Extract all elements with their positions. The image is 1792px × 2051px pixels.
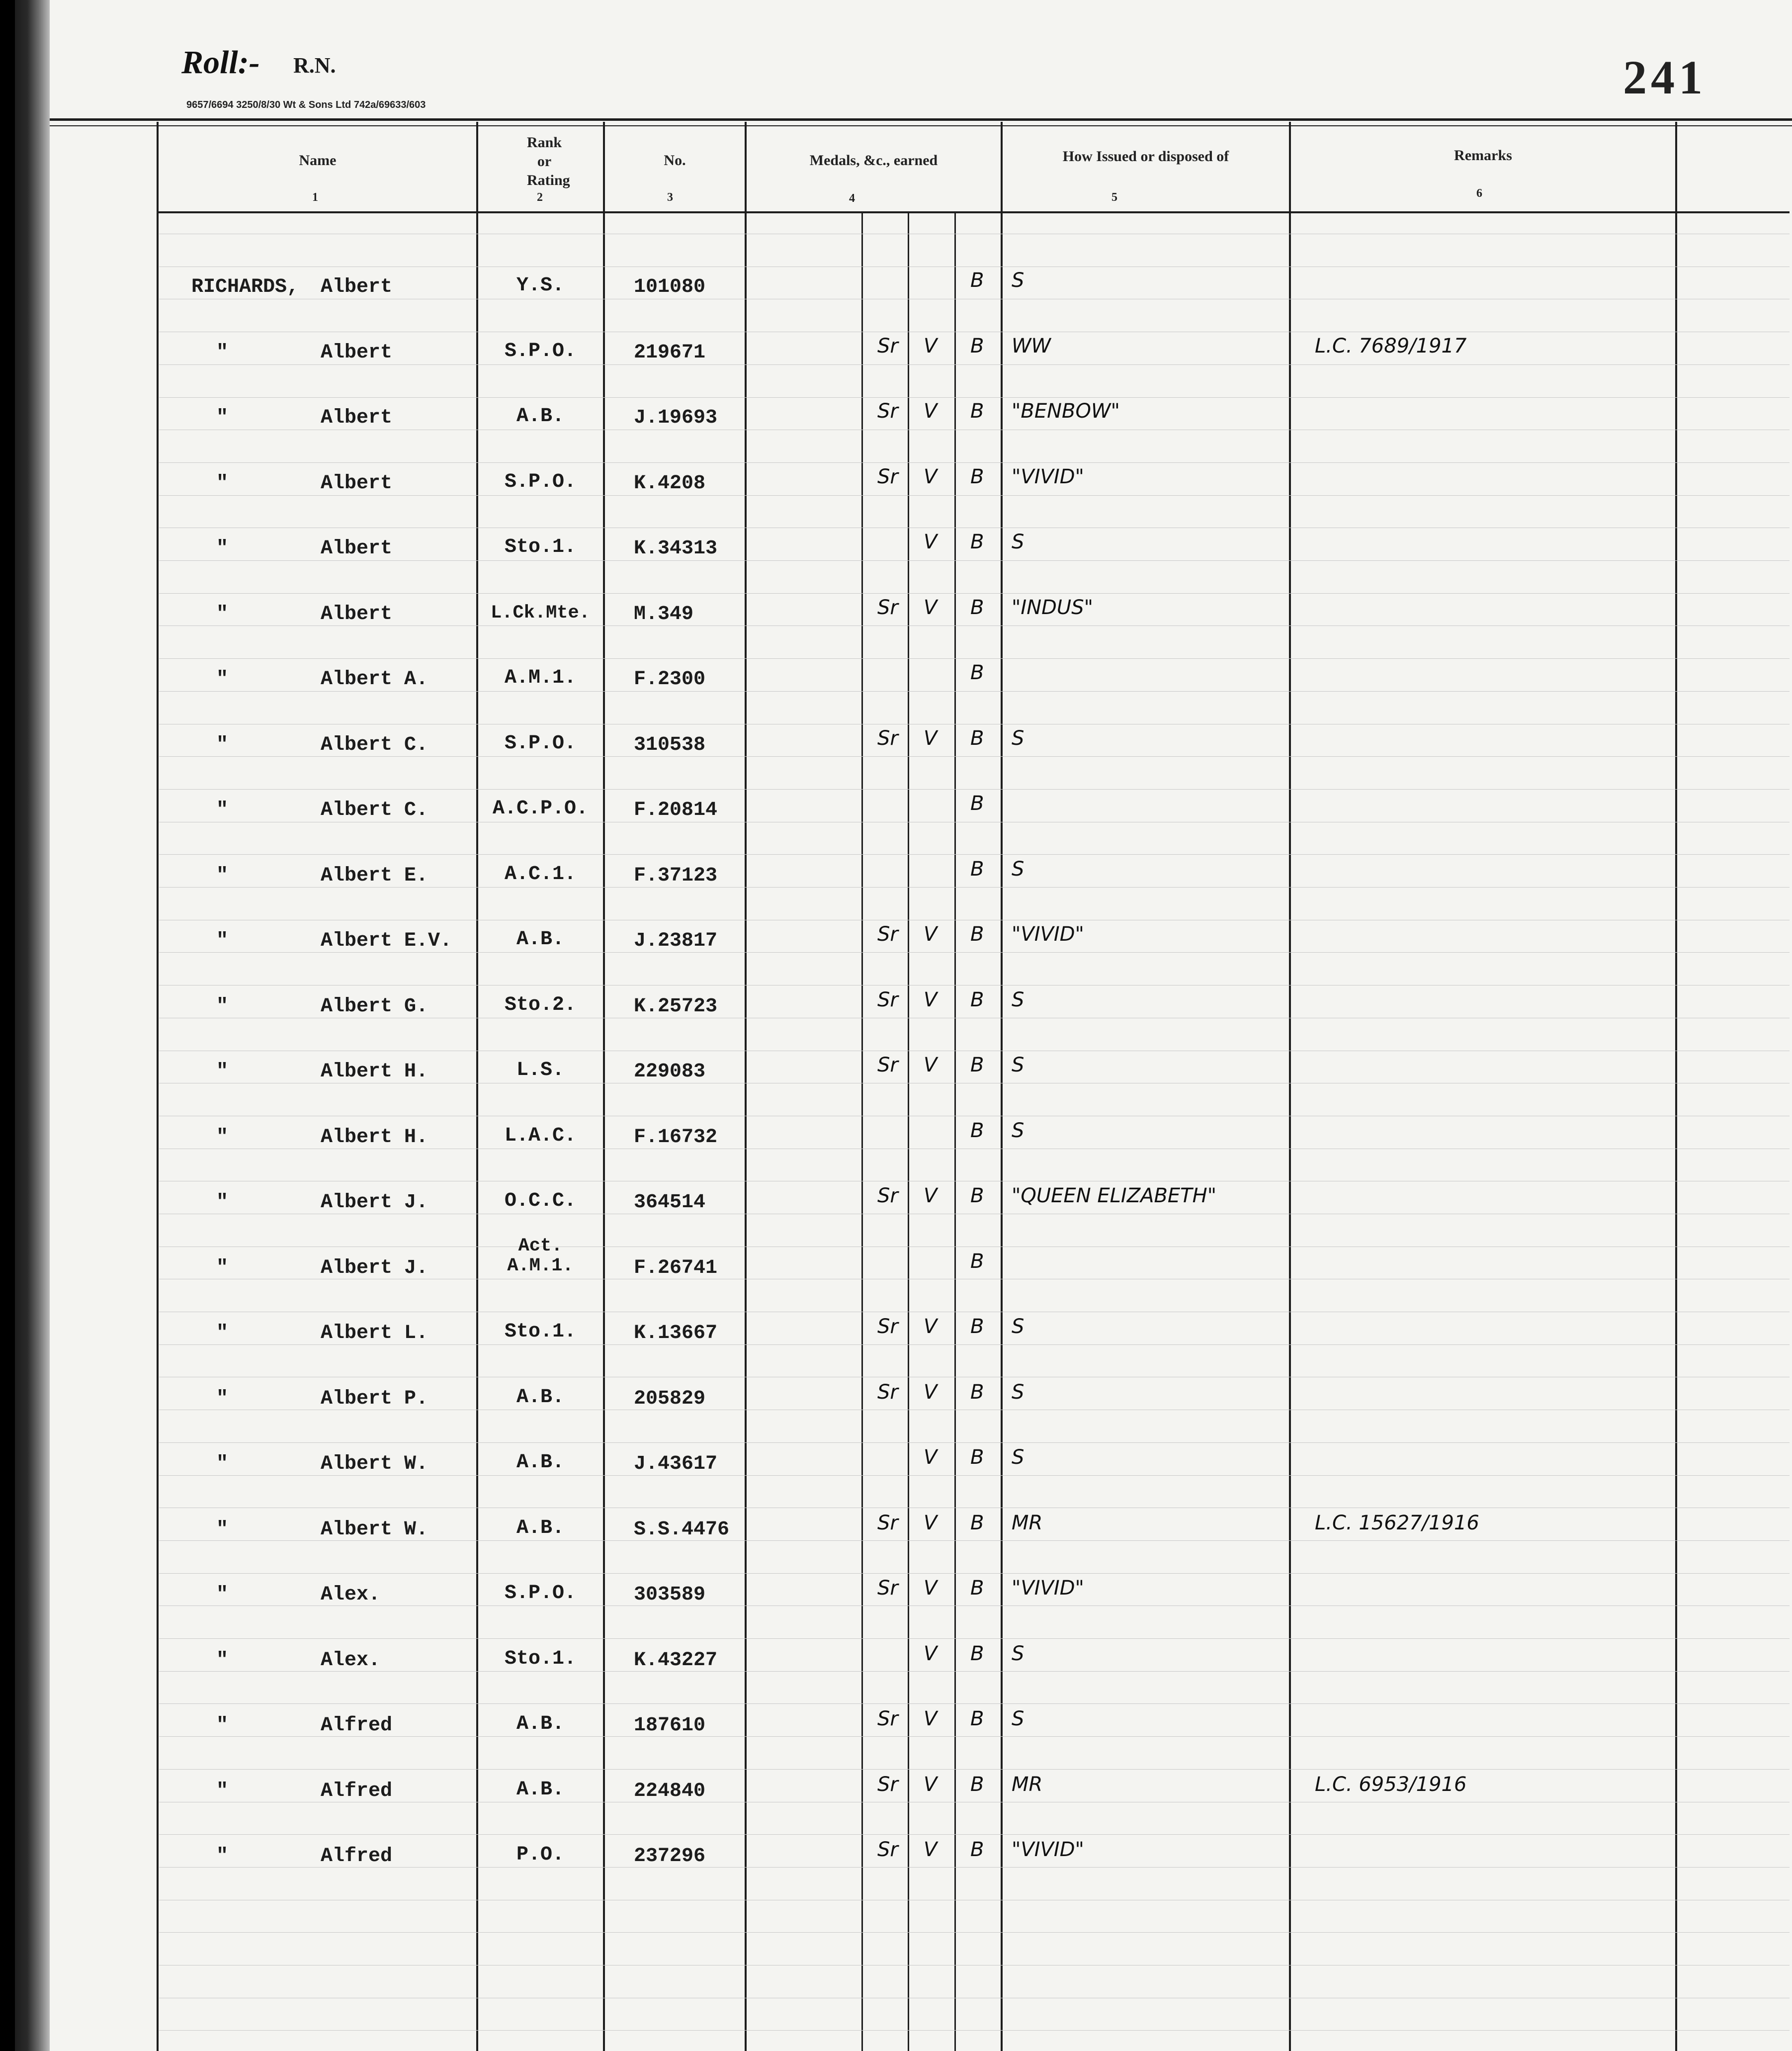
row-name: Alex. [321,1584,381,1606]
row-m3: B [970,1511,984,1534]
row-rank: L.Ck.Mte. [491,602,590,624]
row-surname: " [216,1584,229,1606]
header-name: Name [299,152,337,169]
row-m3: B [970,1838,984,1861]
row-how: S [1012,269,1024,292]
row-name: Albert E.V. [321,930,452,952]
ruled-line [159,593,1790,594]
row-no: F.37123 [634,864,718,887]
row-how: S [1012,531,1024,553]
ruled-line [159,1442,1790,1443]
column-divider [745,122,747,2051]
row-m3: B [970,857,984,881]
row-m2: V [924,531,938,553]
row-m1: Sr [877,1184,898,1207]
ruled-line [159,2030,1790,2031]
column-divider [1675,122,1677,2051]
ruled-line [159,364,1790,365]
row-m1: Sr [877,1577,898,1600]
row-rank: A.B. [516,1451,564,1474]
row-surname: " [216,1061,229,1083]
row-rank: A.B. [516,1516,564,1539]
row-m3: B [970,661,984,684]
row-how: S [1012,988,1024,1011]
header-issued-num: 5 [1111,191,1117,204]
row-no: 224840 [634,1780,706,1802]
ruled-line [159,1475,1790,1476]
row-how: S [1012,1119,1024,1142]
row-rank: S.P.O. [504,470,577,493]
row-no: F.20814 [634,799,718,821]
row-no: K.13667 [634,1322,718,1344]
row-m3: B [970,1184,984,1207]
row-rank: A.M.1. [504,667,577,689]
medal-sub-divider [954,213,956,2051]
row-m1: Sr [877,596,898,619]
row-rank: A.B. [516,1386,564,1409]
row-surname: " [216,799,229,821]
row-m3: B [970,1380,984,1404]
row-surname: " [216,1714,229,1737]
row-m2: V [924,1642,938,1665]
row-no: 237296 [634,1845,706,1868]
row-how: "VIVID" [1012,465,1084,488]
ruled-line [159,1573,1790,1574]
row-name: Albert J. [321,1256,428,1279]
row-m2: V [924,1577,938,1600]
row-m2: V [924,1773,938,1796]
row-m2: V [924,334,938,357]
row-no: M.349 [634,603,694,625]
row-surname: " [216,407,229,429]
row-rank: A.C.P.O. [492,798,589,820]
roll-page [50,0,1792,2051]
row-rank: A.B. [516,1778,564,1801]
row-m1: Sr [877,988,898,1011]
row-m2: V [924,1446,938,1469]
top-rule-thin [50,125,1792,126]
row-surname: " [216,1322,229,1344]
row-rank: A.B. [516,928,564,951]
row-remarks: L.C. 7689/1917 [1315,334,1467,357]
row-name: Albert G. [321,995,428,1018]
print-code: 9657/6694 3250/8/30 Wt & Sons Ltd 742a/69633/603 [186,99,426,110]
header-rank-num: 2 [537,191,543,204]
row-no: 101080 [634,276,706,298]
roll-value: R.N. [293,53,336,78]
row-surname: " [216,537,229,560]
header-rank: Rank or Rating [527,134,570,188]
row-m1: Sr [877,1838,898,1861]
row-m2: V [924,923,938,946]
row-remarks: L.C. 15627/1916 [1315,1511,1479,1534]
row-no: F.26741 [634,1256,718,1279]
row-m2: V [924,465,938,488]
row-name: Alfred [321,1845,393,1868]
row-no: K.43227 [634,1649,718,1672]
row-m2: V [924,1707,938,1730]
header-bottom-rule [157,211,1790,213]
row-m3: B [970,465,984,488]
row-name: Albert C. [321,733,428,756]
row-no: 310538 [634,733,706,756]
row-m1: Sr [877,400,898,423]
row-m2: V [924,1838,938,1861]
row-how: "VIVID" [1012,1577,1084,1600]
row-no: J.23817 [634,930,718,952]
row-rank: O.C.C. [504,1190,577,1212]
page-edge-shadow [0,0,50,2051]
row-m2: V [924,1054,938,1076]
row-m1: Sr [877,923,898,946]
row-name: Alfred [321,1714,393,1737]
row-how: "BENBOW" [1012,400,1120,423]
row-surname: " [216,995,229,1018]
row-surname: " [216,603,229,625]
header-medals-num: 4 [849,192,855,205]
row-m1: Sr [877,726,898,750]
ruled-line [159,658,1790,659]
row-how: S [1012,726,1024,750]
row-how: "QUEEN ELIZABETH" [1012,1184,1217,1207]
row-how: S [1012,1707,1024,1730]
row-surname: " [216,1453,229,1475]
row-rank: Sto.1. [504,1647,577,1670]
row-rank: Sto.1. [504,1321,577,1343]
row-m2: V [924,400,938,423]
ruled-line [159,397,1790,398]
row-rank: Sto.1. [504,536,577,558]
row-surname: RICHARDS, [191,276,299,298]
row-m3: B [970,923,984,946]
row-m2: V [924,726,938,750]
row-m3: B [970,1446,984,1469]
row-name: Albert [321,537,393,560]
row-m1: Sr [877,1315,898,1338]
row-how: MR [1012,1511,1043,1534]
row-remarks: L.C. 6953/1916 [1315,1773,1467,1796]
row-surname: " [216,341,229,364]
row-rank: L.A.C. [504,1124,577,1147]
row-m2: V [924,1511,938,1534]
row-no: K.34313 [634,537,718,560]
row-m3: B [970,1773,984,1796]
row-m3: B [970,1054,984,1076]
top-rule [50,118,1792,121]
ruled-line [159,1932,1790,1933]
ruled-line [159,1867,1790,1868]
ruled-line [159,560,1790,561]
row-name: Albert H. [321,1126,428,1149]
header-no: No. [664,152,686,169]
row-m2: V [924,988,938,1011]
row-surname: " [216,1126,229,1149]
row-name: Albert E. [321,864,428,887]
header-no-num: 3 [667,191,673,204]
header-name-num: 1 [312,191,318,204]
ruled-line [159,495,1790,496]
row-how: S [1012,1380,1024,1404]
ruled-line [159,691,1790,692]
row-no: 219671 [634,341,706,364]
row-m3: B [970,269,984,292]
ruled-line [159,462,1790,463]
row-m3: B [970,531,984,553]
row-how: "VIVID" [1012,1838,1084,1861]
row-how: S [1012,1315,1024,1338]
row-no: 364514 [634,1191,706,1214]
row-how: S [1012,857,1024,881]
row-name: Alfred [321,1780,393,1802]
ruled-line [159,952,1790,953]
row-rank: L.S. [516,1059,564,1081]
row-how: MR [1012,1773,1043,1796]
medal-sub-divider [908,213,909,2051]
row-how: "INDUS" [1012,596,1093,619]
column-divider [1289,122,1291,2051]
column-divider [603,122,605,2051]
row-how: S [1012,1642,1024,1665]
row-name: Albert J. [321,1191,428,1214]
row-m3: B [970,1315,984,1338]
row-m3: B [970,988,984,1011]
row-rank: Sto.2. [504,993,577,1016]
row-surname: " [216,472,229,495]
row-name: Albert [321,407,393,429]
row-m2: V [924,1380,938,1404]
row-surname: " [216,668,229,691]
row-name: Albert P. [321,1387,428,1410]
row-rank: S.P.O. [504,340,577,362]
roll-label: Roll:- [181,44,260,81]
row-rank: A.C.1. [504,863,577,886]
row-name: Albert [321,603,393,625]
ruled-line [159,887,1790,888]
row-surname: " [216,1780,229,1802]
row-m1: Sr [877,1773,898,1796]
row-no: S.S.4476 [634,1518,730,1541]
ruled-line [159,1671,1790,1672]
row-no: J.43617 [634,1453,718,1475]
medal-sub-divider [861,213,863,2051]
header-remarks: Remarks [1454,147,1512,164]
header-medals: Medals, &c., earned [809,152,938,169]
row-surname: " [216,1256,229,1279]
row-m2: V [924,1184,938,1207]
header-remarks-num: 6 [1476,187,1482,200]
row-no: J.19693 [634,407,718,429]
ruled-line [159,1605,1790,1606]
row-no: 187610 [634,1714,706,1737]
row-rank: P.O. [516,1844,564,1866]
row-rank: S.P.O. [504,1582,577,1605]
row-m3: B [970,596,984,619]
row-name: Albert [321,276,393,298]
row-how: S [1012,1446,1024,1469]
row-m1: Sr [877,465,898,488]
row-rank: A.B. [516,405,564,428]
ruled-line [159,1769,1790,1770]
ruled-line [159,1736,1790,1737]
column-divider [1001,122,1003,2051]
ruled-line [159,789,1790,790]
row-name: Albert C. [321,799,428,821]
ruled-line [159,1638,1790,1639]
row-name: Albert [321,341,393,364]
row-no: K.4208 [634,472,706,495]
row-m3: B [970,334,984,357]
row-rank: S.P.O. [504,732,577,755]
row-no: F.16732 [634,1126,718,1149]
ruled-line [159,1344,1790,1345]
row-m3: B [970,1249,984,1273]
ruled-line [159,1703,1790,1704]
row-m1: Sr [877,1054,898,1076]
row-name: Albert H. [321,1061,428,1083]
page-number: 241 [1623,51,1707,104]
header-issued: How Issued or disposed of [1062,148,1229,165]
ruled-line [159,1834,1790,1835]
row-m2: V [924,1315,938,1338]
row-surname: " [216,1518,229,1541]
row-rank: Y.S. [516,274,564,297]
column-divider [157,122,159,2051]
row-surname: " [216,864,229,887]
row-how: S [1012,1054,1024,1076]
row-m1: Sr [877,1707,898,1730]
row-name: Albert W. [321,1518,428,1541]
row-m1: Sr [877,1380,898,1404]
row-m3: B [970,792,984,815]
row-m2: V [924,596,938,619]
row-no: F.2300 [634,668,706,691]
row-surname: " [216,930,229,952]
row-how: WW [1012,334,1051,357]
row-no: 303589 [634,1584,706,1606]
row-m3: B [970,1642,984,1665]
row-no: 229083 [634,1061,706,1083]
ruled-line [159,625,1790,626]
ruled-line [159,756,1790,757]
row-no: K.25723 [634,995,718,1018]
row-how: "VIVID" [1012,923,1084,946]
row-m3: B [970,400,984,423]
row-m1: Sr [877,1511,898,1534]
row-name: Albert W. [321,1453,428,1475]
row-surname: " [216,1387,229,1410]
ruled-line [159,854,1790,855]
row-name: Albert A. [321,668,428,691]
row-rank: A.B. [516,1713,564,1735]
row-m3: B [970,1707,984,1730]
row-surname: " [216,1191,229,1214]
row-name: Alex. [321,1649,381,1672]
row-name: Albert L. [321,1322,428,1344]
row-surname: " [216,733,229,756]
row-surname: " [216,1649,229,1672]
row-m3: B [970,1119,984,1142]
row-rank: Act. A.M.1. [507,1235,574,1276]
row-no: 205829 [634,1387,706,1410]
row-m3: B [970,726,984,750]
row-name: Albert [321,472,393,495]
row-surname: " [216,1845,229,1868]
row-m3: B [970,1577,984,1600]
row-m1: Sr [877,334,898,357]
